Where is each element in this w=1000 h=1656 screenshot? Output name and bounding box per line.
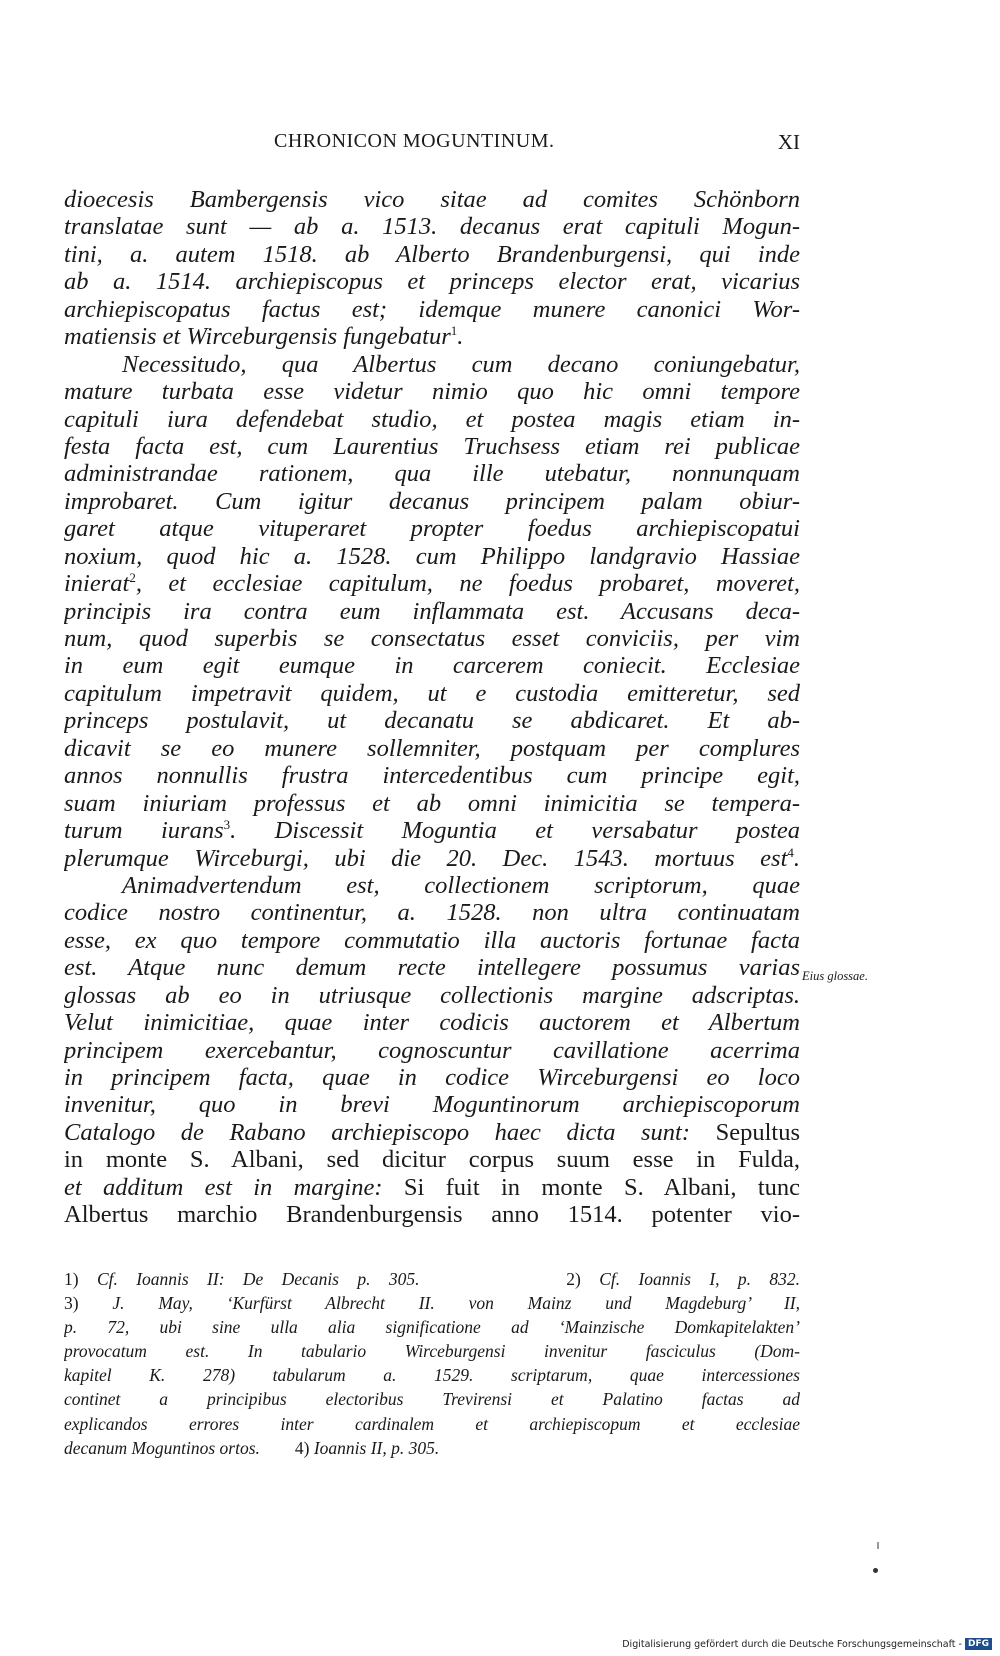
footnote-line: 1) Cf. Ioannis II: De Decanis p. 305. 2) Cf. Ioannis I, p. 832. — [64, 1269, 800, 1289]
quoted-text: Si fuit in monte S. Albani, tunc — [403, 1173, 800, 1201]
text-line: garet atque vituperaret propter foedus archiepiscopatui — [64, 515, 800, 543]
text-line: noxium, quod hic a. 1528. cum Philippo landgravio Hassiae — [64, 542, 800, 570]
dfg-logo-icon: DFG — [965, 1638, 992, 1650]
text-line: num, quod superbis se consectatus esset conviciis, per vim — [64, 625, 800, 652]
text-line: Velut inimicitiae, quae inter codicis auctorem et Albertum — [64, 1009, 800, 1037]
text-line: in eum egit eumque in carcerem coniecit. Ecclesiae — [64, 652, 800, 680]
text-line: matiensis et Wirceburgensis fungebatur$^1$. — [64, 323, 464, 351]
text-line: administrandae rationem, qua ille utebatur, nonnunquam — [64, 460, 800, 488]
text-line: in principem facta, quae in codice Wirceburgensi eo loco — [64, 1064, 800, 1091]
text-line: dioecesis Bambergensis vico sitae ad comites Schönborn — [64, 186, 800, 213]
text-line: capitulum impetravit quidem, ut e custodia emitteretur, sed — [64, 679, 800, 707]
text-line: suam iniuriam professus et ab omni inimicitia se tempera- — [64, 789, 800, 817]
footnote-line: continet a principibus electoribus Trevirensi et Palatino factas ad — [64, 1389, 800, 1410]
text-line: inierat$^2$, et ecclesiae capitulum, ne foedus probaret, moveret, — [64, 570, 800, 598]
text-line: invenitur, quo in brevi Moguntinorum archiepiscoporum — [64, 1091, 800, 1119]
text-line: Albertus marchio Brandenburgensis anno 1514. potenter vio- — [64, 1201, 800, 1229]
text-line: translatae sunt — ab a. 1513. decanus erat capituli Mogun- — [64, 213, 800, 241]
text-line: turum iurans$^3$. Discessit Moguntia et versabatur postea — [64, 817, 800, 845]
quoted-text: Sepultus — [715, 1118, 800, 1146]
running-header — [64, 128, 800, 162]
digitization-credit — [622, 1638, 992, 1650]
text-line: esse, ex quo tempore commutatio illa auctoris fortunae facta — [64, 926, 800, 954]
footnotes — [64, 1267, 800, 1460]
text-line: tini, a. autem 1518. ab Alberto Brandenburgensi, qui inde — [64, 240, 800, 268]
footnote-line: decanum Moguntinos ortos. 4) Ioannis II, p. 305. — [64, 1437, 440, 1458]
margin-note: Eius glossae. — [802, 969, 868, 983]
text-line: ab a. 1514. archiepiscopus et princeps elector erat, vicarius — [64, 268, 800, 296]
footnote-mark: 2 — [129, 570, 136, 586]
body-text — [64, 186, 800, 1229]
text-line: mature turbata esse videtur nimio quo hic omni tempore — [64, 378, 800, 406]
credit-text: Digitalisierung gefördert durch die Deutsche Forschungsgemeinschaft - — [622, 1638, 962, 1650]
text-line: plerumque Wirceburgi, ubi die 20. Dec. 1543. mortuus est$^4$. — [64, 844, 800, 872]
page-number: XI — [777, 130, 800, 154]
scan-speck — [877, 1542, 879, 1549]
text-line: principis ira contra eum inflammata est. Accusans deca- — [64, 597, 800, 625]
footnote-mark: 4 — [787, 844, 794, 860]
running-title: CHRONICON MOGUNTINUM. — [274, 130, 555, 152]
text-line: in monte S. Albani, sed dicitur corpus suum esse in Fulda, — [64, 1146, 800, 1174]
text-line: est. Atque nunc demum recte intellegere possumus varias — [64, 954, 800, 982]
text-line: improbaret. Cum igitur decanus principem palam obiur- — [64, 487, 800, 515]
text-line: annos nonnullis frustra intercedentibus cum principe egit, — [64, 762, 800, 790]
text-line: et additum est in margine: Si fuit in monte S. Albani, tunc — [64, 1173, 800, 1201]
footnote-line: 3) J. May, ‘Kurfürst Albrecht II. von Mainz und Magdeburg’ II, — [64, 1293, 800, 1314]
text-line: dicavit se eo munere sollemniter, postquam per complures — [64, 734, 800, 762]
footnote-line: p. 72, ubi sine ulla alia significatione ad ‘Mainzische Domkapitelakten’ — [64, 1317, 800, 1338]
footnote-line: explicandos errores inter cardinalem et archiepiscopum et ecclesiae — [64, 1413, 800, 1434]
text-line: glossas ab eo in utriusque collectionis margine adscriptas. — [64, 981, 800, 1009]
text-line: capituli iura defendebat studio, et postea magis etiam in- — [64, 405, 800, 433]
scan-speck — [873, 1568, 878, 1573]
footnote-mark: 3 — [223, 817, 231, 833]
text-line: Necessitudo, qua Albertus cum decano coniungebatur, — [122, 350, 800, 378]
text-line: codice nostro continentur, a. 1528. non ultra continuatam — [64, 899, 800, 927]
footnote-line: kapitel K. 278) tabularum a. 1529. scriptarum, quae intercessiones — [64, 1365, 800, 1386]
text-line: Animadvertendum est, collectionem scriptorum, quae — [122, 871, 800, 899]
text-line: princeps postulavit, ut decanatu se abdicaret. Et ab- — [64, 707, 800, 735]
text-line: festa facta est, cum Laurentius Truchsess etiam rei publicae — [64, 432, 800, 460]
text-line: principem exercebantur, cognoscuntur cavillatione acerrima — [64, 1036, 800, 1064]
text-line: archiepiscopatus factus est; idemque munere canonici Wor- — [64, 295, 800, 323]
footnote-line: provocatum est. In tabulario Wirceburgensi invenitur fasciculus (Dom- — [64, 1341, 800, 1362]
footnote-mark: 1 — [450, 323, 458, 339]
text-line: Catalogo de Rabano archiepiscopo haec dicta sunt: Sepultus — [64, 1118, 800, 1146]
